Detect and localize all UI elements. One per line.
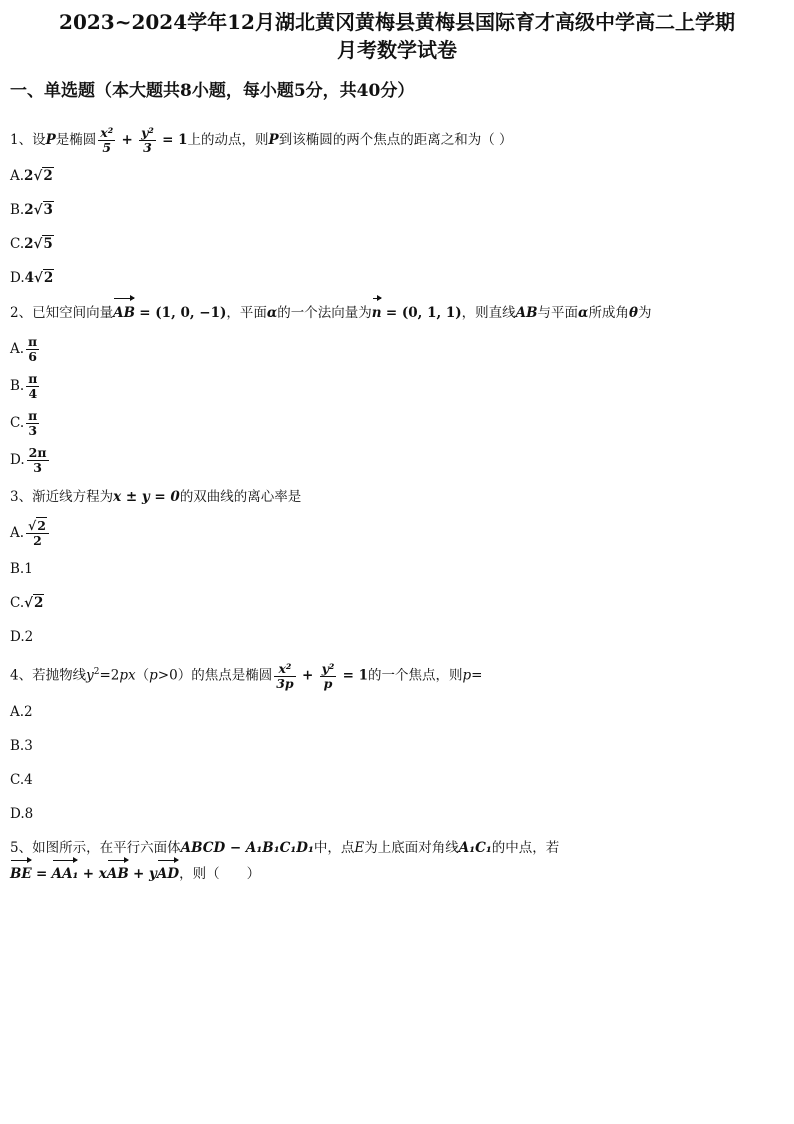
q3-option-a[interactable]: A. $\frac{√2}{2}$ bbox=[10, 519, 784, 548]
q1-frac-x: $\frac{\text{x²}}{5}$ bbox=[100, 125, 114, 155]
q4-option-b[interactable]: B.3 bbox=[10, 737, 33, 754]
section-heading: 一、单选题（本大题共8小题，每小题5分，共40分） bbox=[10, 81, 415, 101]
q1-prefix: 1、设 bbox=[10, 132, 46, 148]
q2-option-b[interactable]: B. $\frac{\pi}{4}$ bbox=[10, 371, 38, 401]
q1-var-p2: P bbox=[268, 132, 279, 148]
q3-option-b[interactable]: B.1 bbox=[10, 561, 33, 577]
q5-vector-ad: AD bbox=[157, 861, 179, 887]
title-line-2: 月考数学试卷 bbox=[337, 38, 457, 62]
q1-plus: + bbox=[121, 132, 133, 148]
title-line-1: 2023~2024学年12月湖北黄冈黄梅县黄梅县国际育才高级中学高二上学期 bbox=[59, 10, 735, 34]
q5-solid: ABCD − A₁B₁C₁D₁ bbox=[180, 839, 314, 856]
question-3: 3、渐近线方程为x ± y = 0的双曲线的离心率是 bbox=[10, 489, 302, 505]
q2-option-a[interactable]: A. $\frac{\pi}{6}$ bbox=[10, 334, 38, 364]
q2-vector-ab: AB bbox=[113, 299, 135, 327]
q4-frac-y: $\frac{\text{y²}}{p}$ bbox=[321, 660, 335, 691]
page-title bbox=[10, 8, 784, 64]
q1-frac-y: $\frac{\text{y²}}{3}$ bbox=[141, 125, 154, 155]
question-1 bbox=[10, 126, 784, 155]
q2-vector-n: n bbox=[372, 299, 382, 327]
q5-vector-be: BE bbox=[10, 861, 32, 887]
q4-option-c[interactable]: C.4 bbox=[10, 771, 33, 788]
q3-asymptote-expr: x ± y = 0 bbox=[113, 489, 180, 505]
q1-text-1: 是椭圆 bbox=[55, 132, 97, 148]
question-2: 2、已知空间向量AB = (1, 0, −1)，平面α的一个法向量为n = (0, 1, 1)，则直线AB与平面α所成角θ为 bbox=[10, 299, 784, 327]
q3-option-c[interactable]: C.√2 bbox=[10, 595, 44, 611]
question-4: 4、若抛物线$y^2=2px(p>0)$的焦点是椭圆 $\frac{\text{x²}}{3p}$ + $\frac{\text{y²}}{p}$ = 1的一个焦点，则p= bbox=[10, 660, 483, 691]
question-5: 5、如图所示，在平行六面体ABCD − A₁B₁C₁D₁中，点E为上底面对角线A₁C₁的中点，若 BE = AA₁ + xAB + yAD，则（ ） bbox=[10, 835, 784, 887]
q1-text-3: 到该椭圆的两个焦点的距离之和为（ ） bbox=[278, 132, 513, 148]
q5-vector-aa1: AA₁ bbox=[52, 861, 79, 887]
q2-option-c[interactable]: C. $\frac{\pi}{3}$ bbox=[10, 408, 38, 438]
q1-var-p: P bbox=[45, 132, 56, 148]
q1-option-b[interactable]: B.2√3 bbox=[10, 202, 53, 218]
q1-option-a[interactable]: A.2√2 bbox=[10, 168, 53, 184]
q1-option-d[interactable]: D.4√2 bbox=[10, 270, 54, 286]
q4-option-a[interactable]: A.2 bbox=[10, 703, 33, 720]
q4-option-d[interactable]: D.8 bbox=[10, 805, 34, 822]
q1-equals: = 1 bbox=[162, 132, 188, 148]
q5-vector-ab: AB bbox=[107, 861, 129, 887]
q3-option-d[interactable]: D.2 bbox=[10, 629, 34, 645]
q4-frac-x: $\frac{\text{x²}}{3p}$ bbox=[276, 660, 294, 691]
q1-option-c[interactable]: C.2√5 bbox=[10, 236, 53, 252]
q2-option-d[interactable]: D. $\frac{2\pi}{3}$ bbox=[10, 445, 47, 475]
q1-text-2: 上的动点，则 bbox=[187, 132, 269, 148]
